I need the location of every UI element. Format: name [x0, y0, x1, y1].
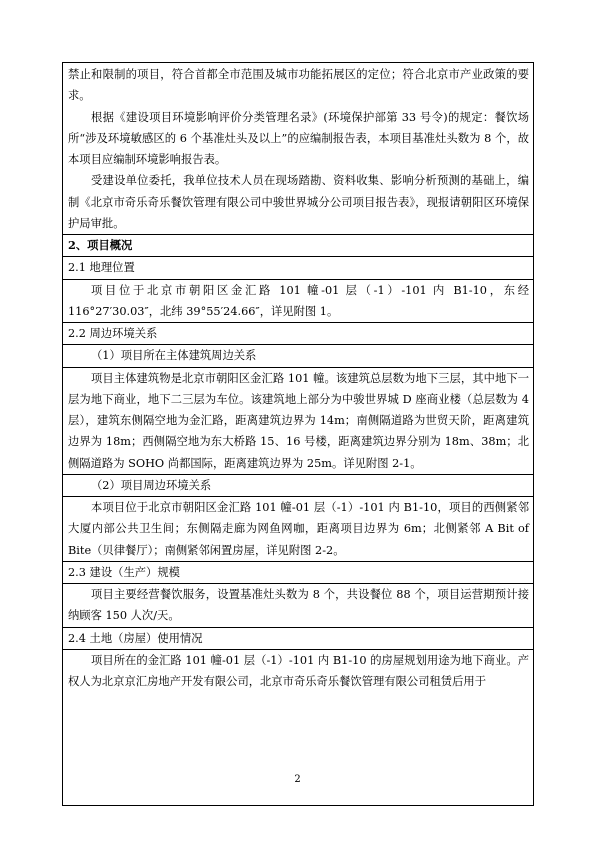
paragraph-classification: 根据《建设项目环境影响评价分类管理名录》(环境保护部第 33 号令)的规定：餐饮场所“涉及环境敏感区的 6 个基准灶头及以上”的应编制报告表，本项目基准灶头数为 8 个，故本项目应编制环境影响报告表。	[68, 110, 529, 166]
paragraph-policy: 禁止和限制的项目，符合首都全市范围及城市功能拓展区的定位；符合北京市产业政策的要求。	[68, 68, 529, 103]
subsection-title-land-use: 2.4 土地（房屋）使用情况	[68, 631, 203, 645]
subsection-title-location: 2.1 地理位置	[68, 261, 135, 275]
paragraph-location: 项目位于北京市朝阳区金汇路 101 幢-01 层（-1）-101 内 B1-10，东经 116°27′30.03″，北纬 39°55′24.66″，详见附图 1。	[68, 283, 529, 318]
document-body	[68, 64, 529, 692]
paragraph-building-surroundings: 项目主体建筑物是北京市朝阳区金汇路 101 幢。该建筑总层数为地下三层，其中地下一层为地下商业，地下二三层为车位。该建筑地上部分为中骏世界城 D 座商业楼（总层数为 4 层），建筑东侧隔空地为金汇路，距离建筑边界为 14m；南侧隔道路为世贸天阶，距离建筑边界为 18m；西侧隔空地为东大桥路 15、16 号楼，距离建筑边界分别为 18m、38m；北侧隔道路为 SOHO 尚都国际，距离建筑边界为 25m。详见附图 2-1。	[68, 371, 529, 470]
paragraph-commission: 受建设单位委托，我单位技术人员在现场踏勘、资料收集、影响分析预测的基础上，编制《北京市奇乐奇乐餐饮管理有限公司中骏世界城分公司项目报告表》，现报请朝阳区环境保护局审批。	[68, 174, 529, 230]
paragraph-project-surroundings: 本项目位于北京市朝阳区金汇路 101 幢-01 层（-1）-101 内 B1-10，项目的西侧紧邻大厦内部公共卫生间；东侧隔走廊为网鱼网咖，距离项目边界为 6m；北侧紧邻 A Bit of Bite（贝律餐厅）；南侧紧邻闲置房屋，详见附图 2-2。	[68, 501, 529, 557]
paragraph-land-use: 项目所在的金汇路 101 幢-01 层（-1）-101 内 B1-10 的房屋规划用途为地下商业。产权人为北京京汇房地产开发有限公司，北京市奇乐奇乐餐饮管理有限公司租赁后用于	[68, 653, 529, 688]
subsection-title-scale: 2.3 建设（生产）规模	[68, 565, 180, 579]
subsection-title-surroundings: 2.2 周边环境关系	[68, 327, 158, 340]
page-number: 2	[294, 774, 301, 785]
paragraph-scale: 项目主要经营餐饮服务，设置基准灶头数为 8 个，共设餐位 88 个，项目运营期预计接纳顾客 150 人次/天。	[68, 588, 529, 623]
subheading-project-surroundings: （2）项目周边环境关系	[91, 478, 212, 492]
subheading-building-surroundings: （1）项目所在主体建筑周边关系	[91, 349, 257, 363]
section-heading-project-overview: 2、项目概况	[68, 238, 133, 252]
